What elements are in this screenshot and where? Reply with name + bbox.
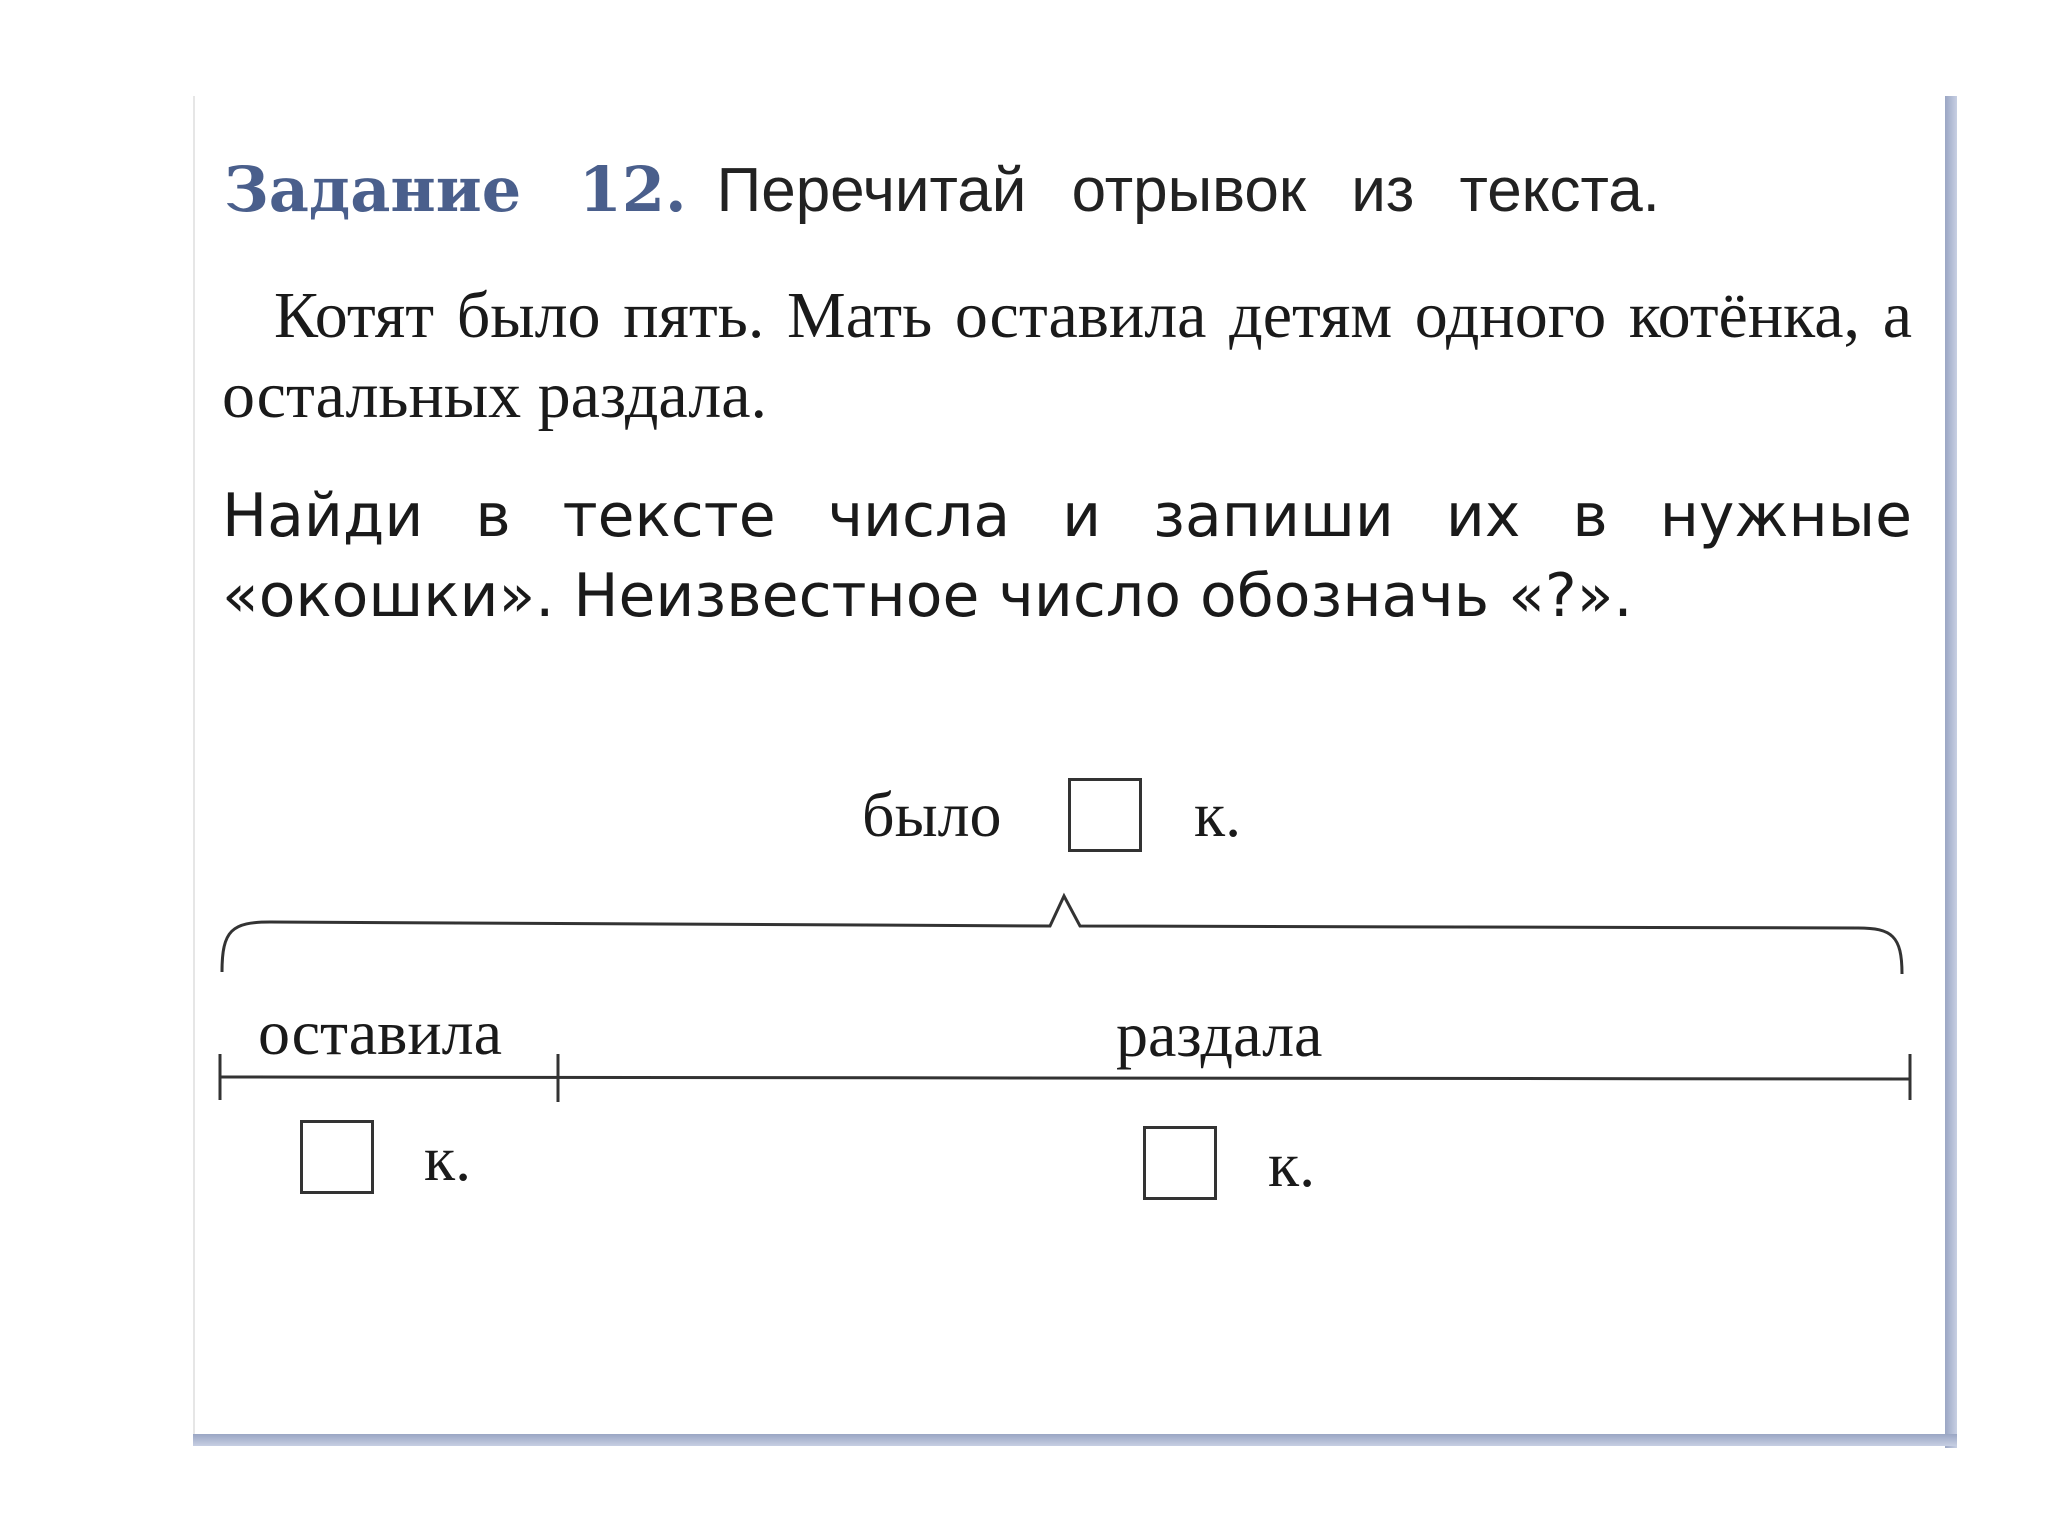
right-answer-box[interactable] [1143,1126,1217,1200]
text-excerpt: Котят было пять. Мать оставила детям одного котёнка, а остальных раздала. [222,279,1912,432]
left-unit: к. [424,1123,472,1194]
task-number: Задание 12. [224,153,687,226]
task-instruction: Найди в тексте числа и запиши их в нужные «окошки». Неизвестное число обозначь «?». [222,481,1912,631]
right-segment-label: раздала [1116,999,1323,1070]
total-brace [222,896,1902,974]
left-segment-label: оставила [258,997,502,1068]
task-prompt: Перечитай отрывок из текста. [716,156,1660,225]
total-label: было [862,779,1002,850]
total-unit: к. [1194,779,1242,850]
segment-line [220,1077,1910,1079]
left-answer-box[interactable] [300,1120,374,1194]
right-unit: к. [1268,1129,1316,1200]
